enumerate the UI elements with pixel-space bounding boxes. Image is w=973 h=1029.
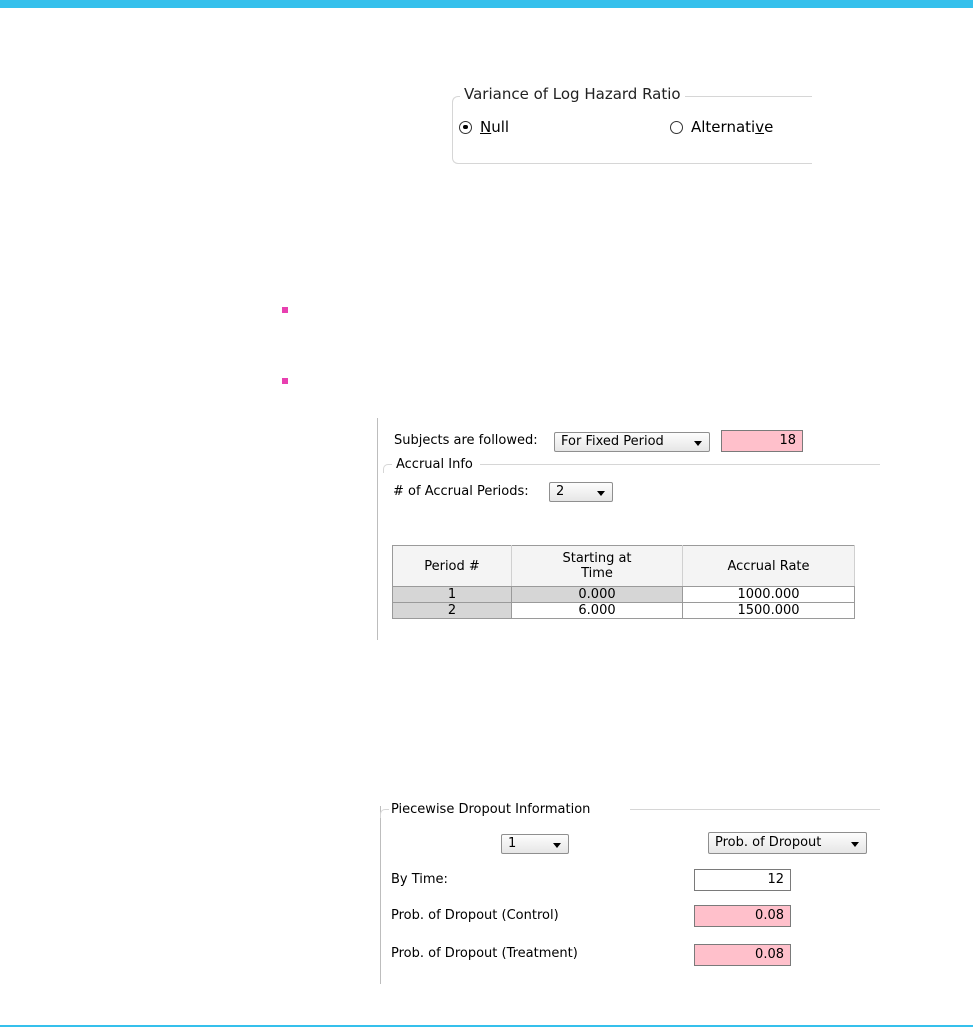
radio-null-indicator[interactable]	[459, 121, 472, 134]
dropout-group-corner	[380, 809, 389, 818]
variance-group-title: Variance of Log Hazard Ratio	[460, 85, 685, 103]
radio-alternative-label: Alternative	[691, 118, 774, 136]
subjects-followed-label: Subjects are followed:	[394, 433, 538, 448]
column-header-starting-time	[512, 546, 683, 587]
by-time-input[interactable]: 12	[694, 869, 791, 891]
bullet-marker-1	[282, 307, 288, 313]
chevron-down-icon	[553, 843, 561, 848]
table-row	[393, 587, 855, 603]
dropout-control-input[interactable]: 0.08	[694, 905, 791, 927]
dropout-control-label: Prob. of Dropout (Control)	[391, 908, 559, 923]
column-header-starting-time-text: Starting at Time	[562, 551, 632, 581]
by-time-label: By Time:	[391, 872, 448, 887]
dropout-treatment-input[interactable]: 0.08	[694, 944, 791, 966]
table-row	[393, 603, 855, 619]
accrual-table	[392, 545, 855, 619]
dropout-group-title: Piecewise Dropout Information	[391, 802, 591, 817]
accrual-periods-dropdown[interactable]	[549, 482, 613, 502]
dropout-panel-left-border	[380, 806, 381, 984]
dropout-type-selected: Prob. of Dropout	[715, 835, 822, 850]
accrual-periods-selected: 2	[556, 484, 565, 499]
accrual-table-header	[393, 546, 855, 587]
chevron-down-icon	[694, 441, 702, 446]
variance-log-hazard-ratio-group	[452, 85, 812, 164]
dropout-type-dropdown[interactable]	[708, 832, 867, 854]
radio-alternative[interactable]	[670, 118, 773, 136]
table-cell-accrual-rate[interactable]: 1500.000	[683, 603, 855, 619]
column-header-period: Period #	[393, 546, 512, 587]
bottom-accent-line	[0, 1025, 973, 1027]
table-cell-period: 1	[393, 587, 512, 603]
fixed-period-input[interactable]: 18	[721, 430, 803, 452]
accrual-group-top-line	[480, 464, 880, 465]
accrual-group-corner	[383, 464, 392, 473]
accrual-panel-left-border	[377, 418, 378, 640]
table-cell-period: 2	[393, 603, 512, 619]
dropout-piece-selected: 1	[508, 836, 517, 851]
subjects-followed-selected: For Fixed Period	[561, 434, 664, 449]
accrual-info-title: Accrual Info	[396, 457, 473, 472]
dropout-treatment-label: Prob. of Dropout (Treatment)	[391, 946, 578, 961]
top-accent-bar	[0, 0, 973, 8]
chevron-down-icon	[597, 491, 605, 496]
chevron-down-icon	[851, 842, 859, 847]
column-header-accrual-rate: Accrual Rate	[683, 546, 855, 587]
accrual-periods-label: # of Accrual Periods:	[393, 484, 529, 499]
bullet-marker-2	[282, 378, 288, 384]
dropout-group-top-line	[630, 809, 880, 810]
table-cell-accrual-rate[interactable]: 1000.000	[683, 587, 855, 603]
table-cell-start-time[interactable]: 6.000	[512, 603, 683, 619]
radio-null-label: Null	[480, 118, 510, 136]
table-cell-start-time: 0.000	[512, 587, 683, 603]
dropout-piece-dropdown[interactable]	[501, 834, 569, 854]
radio-null[interactable]	[459, 118, 509, 136]
subjects-followed-dropdown[interactable]	[554, 432, 710, 452]
radio-alternative-indicator[interactable]	[670, 121, 683, 134]
